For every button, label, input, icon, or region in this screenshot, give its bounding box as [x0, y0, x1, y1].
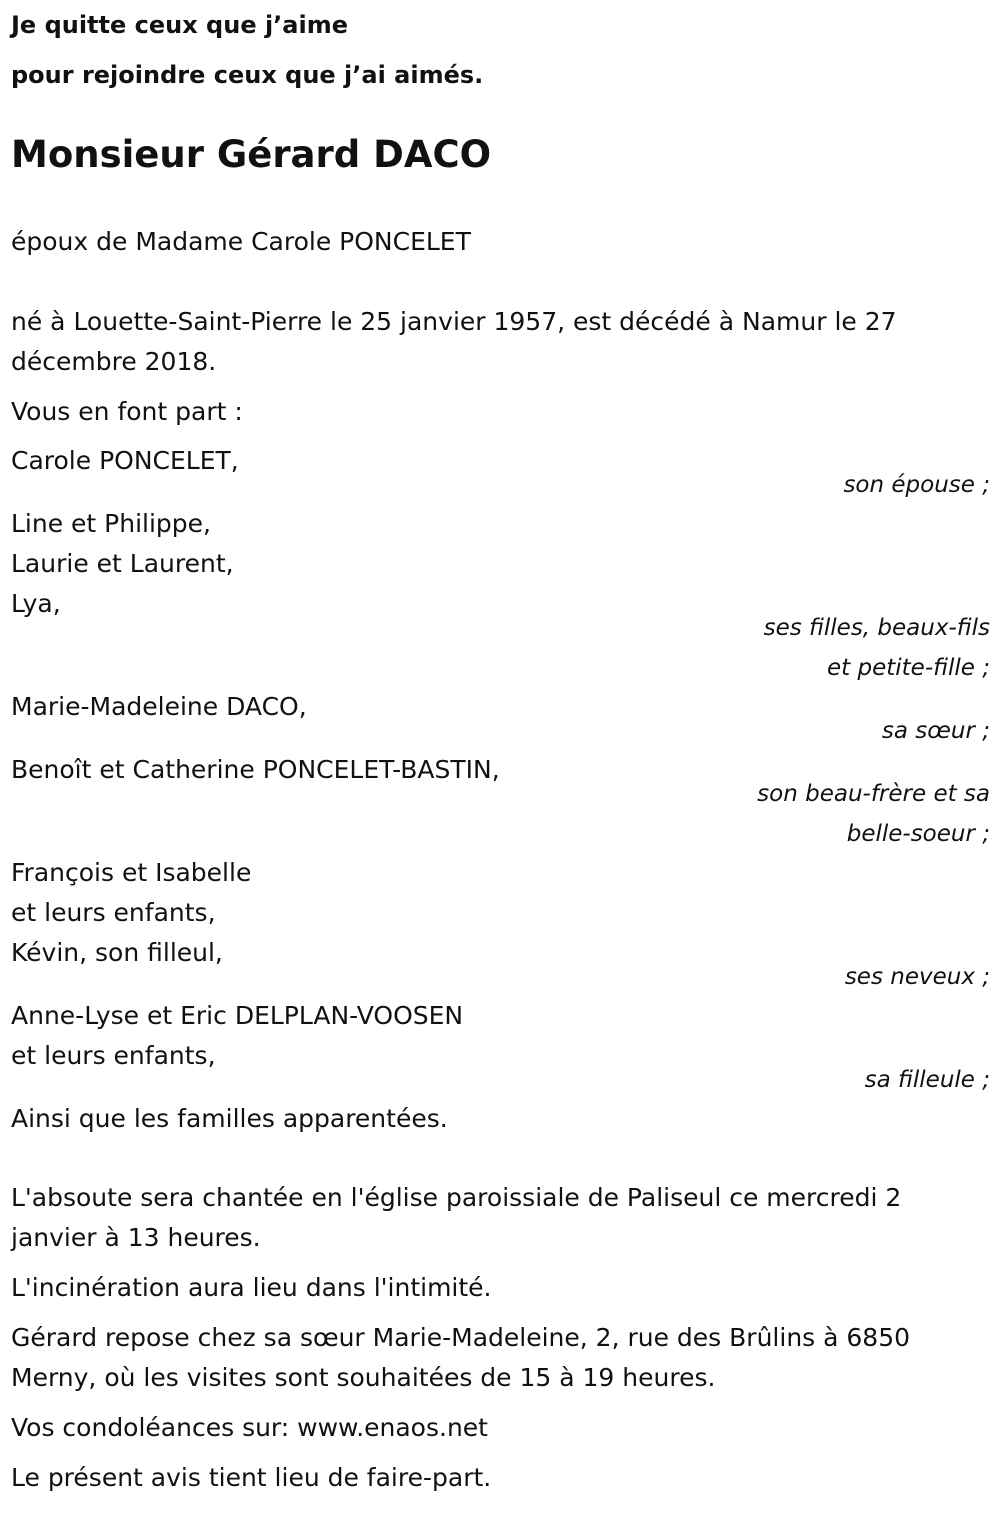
- rest-line-1: Gérard repose chez sa sœur Marie-Madeleine, 2, rue des Brûlins à 6850: [11, 1323, 911, 1352]
- wife-relation: son épouse ;: [843, 472, 990, 498]
- daughters-line-1: Line et Philippe,: [11, 509, 211, 538]
- absoute-line-1: L'absoute sera chantée en l'église paroissiale de Paliseul ce mercredi 2: [11, 1183, 902, 1212]
- sister-relation: sa sœur ;: [881, 718, 990, 744]
- incineration-line: L'incinération aura lieu dans l'intimité.: [11, 1273, 492, 1302]
- daughters-relation-line-1: ses filles, beaux-fils: [763, 615, 990, 641]
- daughters-line-3: Lya,: [11, 589, 61, 618]
- goddaughter-line-2: et leurs enfants,: [11, 1041, 216, 1070]
- nephews-line-1: François et Isabelle: [11, 858, 252, 887]
- inlaws-relation-line-1: son beau-frère et sa: [757, 781, 990, 807]
- condolences-line: Vos condoléances sur: www.enaos.net: [11, 1413, 488, 1442]
- inlaws-name: Benoît et Catherine PONCELET-BASTIN,: [11, 755, 500, 784]
- wife-name: Carole PONCELET,: [11, 446, 239, 475]
- absoute-line-2: janvier à 13 heures.: [11, 1223, 261, 1252]
- nephews-line-3: Kévin, son filleul,: [11, 938, 223, 967]
- inlaws-relation-line-2: belle-soeur ;: [846, 821, 990, 847]
- announcement: Vous en font part :: [11, 397, 243, 426]
- notice-line: Le présent avis tient lieu de faire-part.: [11, 1463, 492, 1492]
- deceased-name: Monsieur Gérard DACO: [11, 133, 492, 176]
- other-families: Ainsi que les familles apparentées.: [11, 1104, 448, 1133]
- rest-line-2: Merny, où les visites sont souhaitées de 15 à 19 heures.: [11, 1363, 716, 1392]
- birth-death-line-2: décembre 2018.: [11, 347, 217, 376]
- epigraph-line-2: pour rejoindre ceux que j’ai aimés.: [11, 61, 484, 89]
- nephews-line-2: et leurs enfants,: [11, 898, 216, 927]
- daughters-line-2: Laurie et Laurent,: [11, 549, 234, 578]
- epigraph-line-1: Je quitte ceux que j’aime: [11, 11, 349, 39]
- goddaughter-line-1: Anne-Lyse et Eric DELPLAN-VOOSEN: [11, 1001, 464, 1030]
- sister-name: Marie-Madeleine DACO,: [11, 692, 307, 721]
- goddaughter-relation: sa filleule ;: [864, 1067, 990, 1093]
- spouse-line: époux de Madame Carole PONCELET: [11, 227, 471, 256]
- birth-death-line-1: né à Louette-Saint-Pierre le 25 janvier 1957, est décédé à Namur le 27: [11, 307, 897, 336]
- daughters-relation-line-2: et petite-fille ;: [827, 655, 990, 681]
- nephews-relation: ses neveux ;: [844, 964, 990, 990]
